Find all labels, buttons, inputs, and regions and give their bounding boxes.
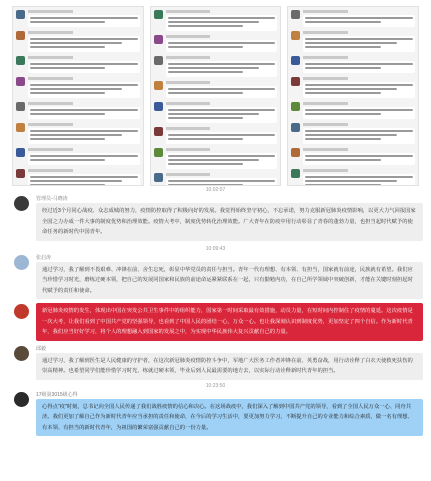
sender-name: 张启涛 <box>36 254 52 261</box>
message-item <box>0 195 431 241</box>
chat-screenshot-panel-1 <box>12 6 144 186</box>
mini-message-bubble <box>28 153 140 165</box>
message-item <box>0 254 431 300</box>
mini-message-bubble <box>166 132 278 144</box>
mini-message-bubble <box>303 153 415 165</box>
mini-avatar <box>291 31 300 40</box>
mini-avatar <box>154 35 163 44</box>
message-item <box>0 303 431 341</box>
mini-message-bubble <box>28 107 140 119</box>
mini-chat-row <box>154 10 278 31</box>
mini-message-bubble <box>166 61 278 77</box>
mini-avatar <box>291 77 300 86</box>
mini-avatar <box>16 10 25 19</box>
timestamp: 10:09:43 <box>205 245 226 252</box>
avatar[interactable] <box>14 304 29 319</box>
mini-avatar <box>291 123 300 132</box>
mini-message-bubble <box>303 107 415 119</box>
mini-chat-row <box>16 31 140 52</box>
sender-name: 17级第3015级心得 <box>36 391 78 398</box>
message-bubble: 经过近3个月同心战疫、众志成城的努力，疫情防控取得了积极向好的发展。我觉得始终坚守初心，不忘承诺，努力克服新冠肺炎疫情影响，以更大力气回报国家全国之力办成一件大事的制度优势和治理效能。疫情大考中，制度优势转化治理效能。广大青年在防疫中用行动彰显了青春的蓬勃力量，也担当起时代赋予的使命任务的新时代中国青年。 <box>36 203 423 241</box>
mini-avatar <box>16 123 25 132</box>
mini-avatar <box>16 31 25 40</box>
mini-avatar <box>291 148 300 157</box>
mini-chat-row <box>16 102 140 119</box>
mini-chat-row <box>291 102 415 119</box>
screenshot-collage <box>0 0 431 185</box>
message-bubble: 通过学习，我了解到医生是人民健康的守护者，在这次新冠肺炎疫情防控斗争中，军地广大医务工作者冲锋在前、英勇奋战，用行动诠释了白衣天使救死扶伤的崇高精神。也希望同学们能珍惜学习时光，练就过硬本领，毕业后到人民最需要的地方去，以实际行动诠释新时代青年的担当。 <box>36 353 423 380</box>
mini-chat-row <box>291 123 415 144</box>
mini-avatar <box>154 173 163 182</box>
timestamp: 10:23:50 <box>205 382 226 389</box>
mini-chat-row <box>154 173 278 186</box>
mini-message-bubble <box>166 40 278 52</box>
mini-message-bubble <box>28 82 140 98</box>
mini-avatar <box>154 56 163 65</box>
mini-chat-row <box>291 148 415 165</box>
avatar[interactable] <box>14 196 29 211</box>
chat-screenshot-panel-2 <box>150 6 282 186</box>
mini-chat-row <box>16 123 140 144</box>
mini-avatar <box>16 169 25 178</box>
mini-avatar <box>16 148 25 157</box>
mini-chat-row <box>154 81 278 98</box>
mini-message-bubble <box>166 153 278 169</box>
avatar[interactable] <box>14 392 29 407</box>
mini-chat-row <box>291 169 415 186</box>
message-item <box>0 345 431 380</box>
mini-avatar <box>154 102 163 111</box>
avatar[interactable] <box>14 255 29 270</box>
message-bubble: 心得点“疫”时刻，总书记向全国人民传递了我们战胜疫情的信心和决心。在这场战疫中，我们深入了解到中国共产党的领导，看到了全国人民万众一心、同舟共济。我们更加了解自己作为新时代青年应当承担的责任和使命，在今后的学习生活中，要更加努力学习，不断提升自己的专业能力和综合素质，做一名有理想、有本领、有担当的新时代青年，为祖国的繁荣富强贡献自己的一份力量。 <box>36 399 423 437</box>
mini-chat-row <box>16 56 140 73</box>
mini-avatar <box>154 127 163 136</box>
chat-screenshot-panel-3 <box>287 6 419 186</box>
mini-chat-row <box>154 148 278 169</box>
mini-chat-row <box>16 10 140 27</box>
mini-message-bubble <box>166 86 278 98</box>
mini-chat-row <box>16 148 140 165</box>
mini-message-bubble <box>166 15 278 31</box>
mini-avatar <box>154 81 163 90</box>
mini-message-bubble <box>303 128 415 144</box>
mini-avatar <box>291 169 300 178</box>
timestamp: 10:02:07 <box>205 187 226 193</box>
chat-message-list[interactable] <box>0 186 431 436</box>
mini-message-bubble <box>28 15 140 27</box>
sender-name: 邱毅 <box>36 345 47 352</box>
mini-avatar <box>154 148 163 157</box>
mini-message-bubble <box>303 174 415 186</box>
message-item <box>0 391 431 437</box>
mini-chat-row <box>154 35 278 52</box>
mini-chat-row <box>291 31 415 52</box>
mini-message-bubble <box>303 36 415 52</box>
mini-message-bubble <box>28 36 140 52</box>
mini-chat-row <box>154 127 278 144</box>
mini-message-bubble <box>303 82 415 98</box>
mini-message-bubble <box>28 174 140 186</box>
mini-chat-row <box>291 56 415 73</box>
mini-chat-row <box>154 102 278 123</box>
avatar[interactable] <box>14 346 29 361</box>
mini-message-bubble <box>303 15 415 27</box>
mini-chat-row <box>291 10 415 27</box>
mini-chat-row <box>291 77 415 98</box>
mini-avatar <box>16 56 25 65</box>
mini-message-bubble <box>28 128 140 144</box>
mini-avatar <box>291 56 300 65</box>
message-bubble: 新冠肺炎疫情的发生，体现出中国在突发公共卫生事件中的组织能力，国家第一时间采取最有效措施，动员力量，在短时间内控制住了疫情的蔓延。这次疫情是一次大考，让我们看到了中国共产党的坚强领导，也看到了中国人民的团结一心，万众一心。也让我深刻认识到制度优势，更加坚定了四个自信。作为新时代青年，我们应当好好学习，将个人的理想融入到国家的发展之中，为实现中华民族伟大复兴贡献自己的力量。 <box>36 303 423 341</box>
mini-avatar <box>291 102 300 111</box>
mini-message-bubble <box>28 61 140 73</box>
message-bubble: 通过学习，我了解到不畏艰难、冲锋在前、舍生忘死，彰显中华党员的责任与担当。青年一代有理想、有本领、有担当，国家就有前途，民族就有希望。我们应当珍惜学习时光，磨练过硬本领，把自己的发展同国家和民族的前途命运紧紧联系在一起，只有勤勉内功，在自己所学领域中突破创新，才能在关键时刻担起时代赋予的责任和使命。 <box>36 262 423 300</box>
mini-message-bubble <box>166 107 278 123</box>
mini-message-bubble <box>166 178 278 186</box>
mini-avatar <box>154 10 163 19</box>
mini-avatar <box>16 77 25 86</box>
mini-avatar <box>291 10 300 19</box>
sender-name: 管理员-马晓涛 <box>36 196 68 202</box>
mini-chat-row <box>16 169 140 186</box>
mini-chat-row <box>16 77 140 98</box>
mini-chat-row <box>154 56 278 77</box>
mini-avatar <box>16 102 25 111</box>
mini-message-bubble <box>303 61 415 73</box>
